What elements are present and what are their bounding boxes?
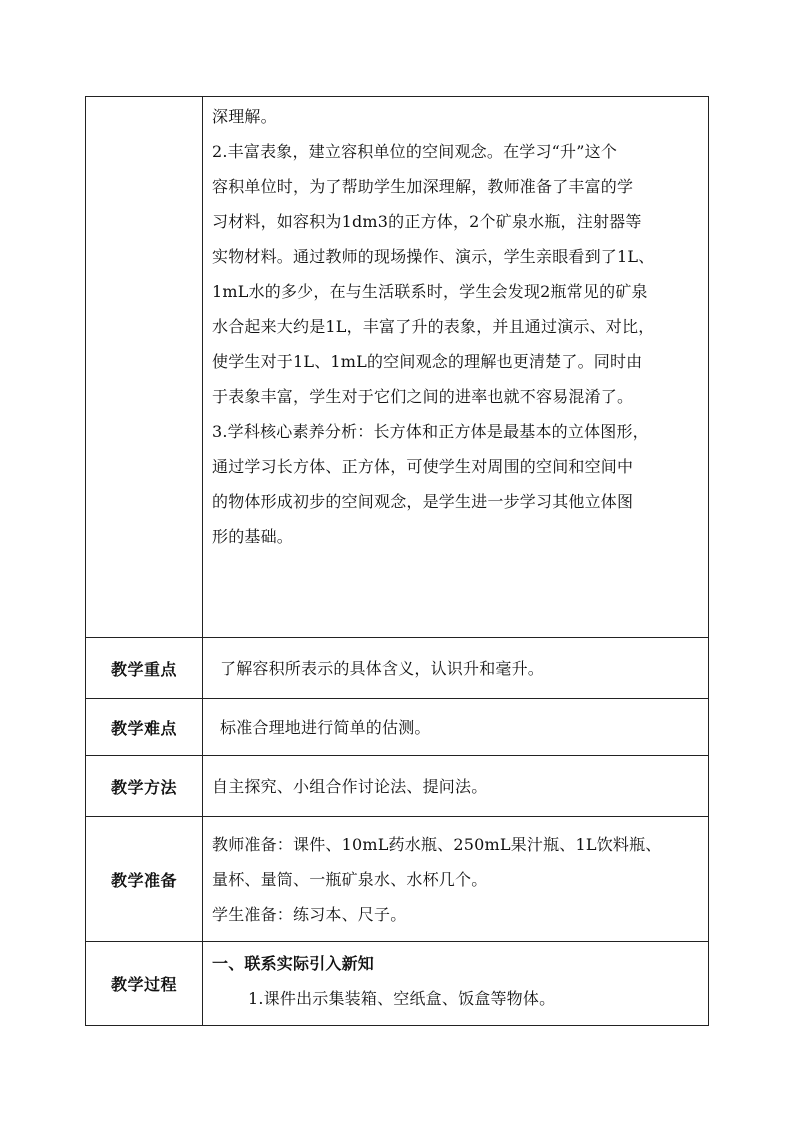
analysis-line: 习材料，如容积为1dm3的正方体，2个矿泉水瓶，注射器等 (212, 212, 642, 231)
difficulty-row (86, 699, 709, 756)
key-point-content (203, 638, 709, 699)
analysis-line: 2.丰富表象，建立容积单位的空间观念。在学习“升”这个 (212, 142, 618, 161)
difficulty-text: 标准合理地进行简单的估测。 (220, 717, 431, 737)
process-content (203, 942, 709, 1026)
analysis-row (86, 97, 709, 638)
preparation-content (203, 817, 709, 942)
lesson-plan-table (85, 96, 709, 1026)
analysis-line: 3.学科核心素养分析：长方体和正方体是最基本的立体图形， (212, 422, 649, 441)
process-heading: 一、联系实际引入新知 (212, 954, 375, 973)
method-text: 自主探究、小组合作讨论法、提问法。 (212, 776, 488, 796)
analysis-line: 的物体形成初步的空间观念，是学生进一步学习其他立体图 (212, 492, 634, 511)
analysis-line: 深理解。 (212, 107, 277, 126)
analysis-line: 容积单位时，为了帮助学生加深理解，教师准备了丰富的学 (212, 177, 634, 196)
preparation-row (86, 817, 709, 942)
analysis-label-cell (86, 97, 203, 638)
analysis-line: 使学生对于1L、1mL的空间观念的理解也更清楚了。同时由 (212, 352, 643, 371)
method-row (86, 756, 709, 817)
analysis-content-cell (203, 97, 709, 638)
process-label: 教学过程 (86, 942, 203, 1026)
analysis-line: 1mL水的多少，在与生活联系时，学生会发现2瓶常见的矿泉 (212, 282, 648, 301)
process-line: 1.课件出示集装箱、空纸盒、饭盒等物体。 (248, 989, 556, 1008)
key-point-label: 教学重点 (86, 638, 203, 699)
analysis-line: 于表象丰富，学生对于它们之间的进率也就不容易混淆了。 (212, 387, 634, 406)
analysis-line: 形的基础。 (212, 527, 294, 546)
key-point-row (86, 638, 709, 699)
preparation-line: 教师准备：课件、10mL药水瓶、250mL果汁瓶、1L饮料瓶、 (212, 834, 662, 854)
method-content (203, 756, 709, 817)
key-point-text: 了解容积所表示的具体含义，认识升和毫升。 (220, 658, 545, 678)
difficulty-content (203, 699, 709, 756)
preparation-label: 教学准备 (86, 817, 203, 942)
analysis-line: 实物材料。通过教师的现场操作、演示，学生亲眼看到了1L、 (212, 247, 655, 266)
difficulty-label: 教学难点 (86, 699, 203, 756)
analysis-line: 水合起来大约是1L，丰富了升的表象，并且通过演示、对比， (212, 317, 655, 336)
preparation-line: 学生准备：练习本、尺子。 (212, 904, 407, 924)
process-row (86, 942, 709, 1026)
method-label: 教学方法 (86, 756, 203, 817)
preparation-line: 量杯、量筒、一瓶矿泉水、水杯几个。 (212, 869, 488, 889)
analysis-line: 通过学习长方体、正方体，可使学生对周围的空间和空间中 (212, 457, 634, 476)
